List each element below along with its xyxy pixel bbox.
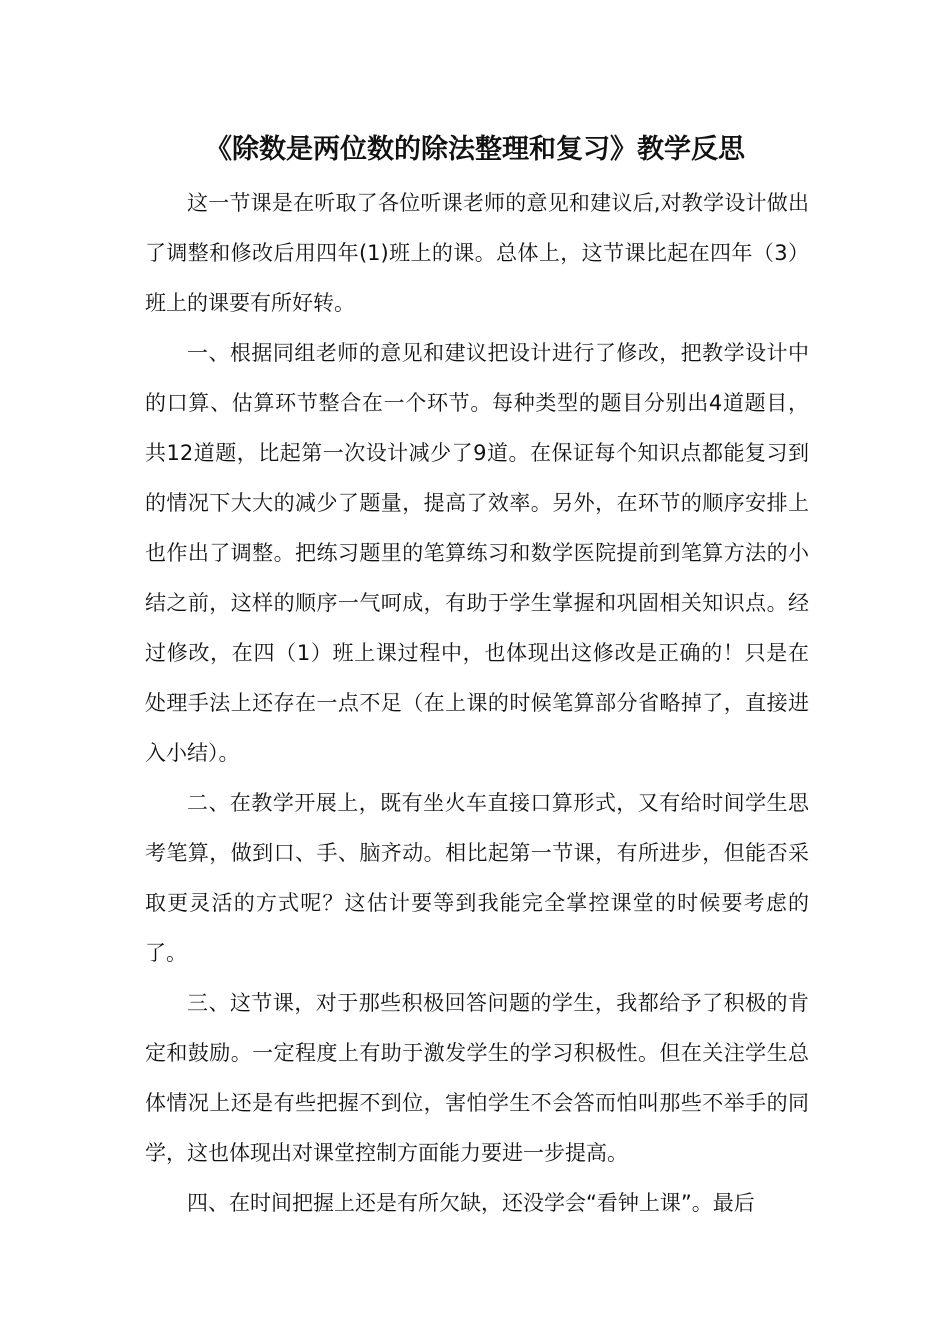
document-body xyxy=(145,178,809,1228)
paragraph-2: 二、在教学开展上，既有坐火车直接口算形式，又有给时间学生思考笔算，做到口、手、脑齐动。相比起第一节课，有所进步，但能否采取更灵活的方式呢？这估计要等到我能完全掌控课堂的时候要考虑的了。 xyxy=(145,791,809,965)
document-title: 《除数是两位数的除法整理和复习》教学反思 xyxy=(205,134,745,165)
paragraph-4: 四、在时间把握上还是有所欠缺，还没学会“看钟上课”。最后 xyxy=(187,1191,755,1215)
paragraph-1: 一、根据同组老师的意见和建议把设计进行了修改，把教学设计中的口算、估算环节整合在一个环节。每种类型的题目分别出4道题目，共12道题，比起第一次设计减少了9道。在保证每个知识点都能复习到的情况下大大的减少了题量，提高了效率。另外，在环节的顺序安排上也作出了调整。把练习题里的笔算练习和数学医院提前到笔算方法的小结之前，这样的顺序一气呵成，有助于学生掌握和巩固相关知识点。经过修改，在四（1）班上课过程中，也体现出这修改是正确的！只是在处理手法上还存在一点不足（在上课的时候笔算部分省略掉了，直接进入小结）。 xyxy=(145,341,809,765)
paragraph-intro: 这一节课是在听取了各位听课老师的意见和建议后,对教学设计做出了调整和修改后用四年(1)班上的课。总体上，这节课比起在四年（3）班上的课要有所好转。 xyxy=(145,191,809,315)
paragraph-3: 三、这节课，对于那些积极回答问题的学生，我都给予了积极的肯定和鼓励。一定程度上有助于激发学生的学习积极性。但在关注学生总体情况上还是有些把握不到位，害怕学生不会答而怕叫那些不举手的同学，这也体现出对课堂控制方面能力要进一步提高。 xyxy=(145,991,809,1165)
